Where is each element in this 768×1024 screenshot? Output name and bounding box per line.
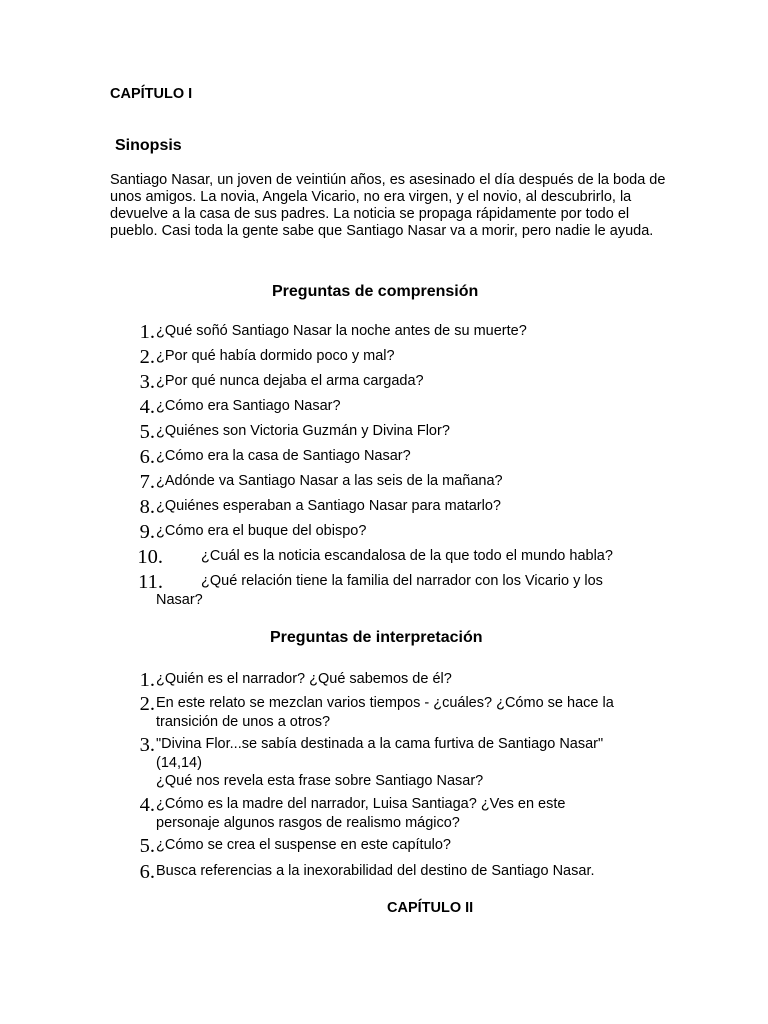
question-text: ¿Cómo era el buque del obispo? xyxy=(156,523,367,539)
question-text: ¿Qué soñó Santiago Nasar la noche antes de su muerte? xyxy=(156,323,527,339)
comprehension-question xyxy=(108,547,668,572)
question-text: "Divina Flor...se sabía destinada a la cama furtiva de Santiago Nasar" xyxy=(156,736,604,752)
comprehension-question xyxy=(108,497,668,522)
comprehension-question xyxy=(108,372,668,397)
question-text: ¿Por qué nunca dejaba el arma cargada? xyxy=(156,373,424,389)
comprehension-heading: Preguntas de comprensión xyxy=(272,283,479,300)
comprehension-question xyxy=(108,522,668,547)
question-number: 8. xyxy=(139,496,155,518)
comprehension-question xyxy=(108,347,668,372)
interpretation-question xyxy=(108,694,668,735)
question-text: ¿Quiénes esperaban a Santiago Nasar para matarlo? xyxy=(156,498,501,514)
question-text: ¿Cómo era Santiago Nasar? xyxy=(156,398,341,414)
comprehension-question xyxy=(108,447,668,472)
question-number: 5. xyxy=(139,835,155,857)
question-text: ¿Qué relación tiene la familia del narrador con los Vicario y los xyxy=(201,573,603,589)
question-number: 4. xyxy=(139,794,155,816)
comprehension-question-list xyxy=(108,322,668,609)
interpretation-question xyxy=(108,795,668,836)
question-number: 10. xyxy=(137,546,163,568)
comprehension-question xyxy=(108,472,668,497)
comprehension-question xyxy=(108,397,668,422)
interpretation-question-list xyxy=(108,670,668,886)
question-number: 2. xyxy=(139,346,155,368)
question-text-continued: Nasar? xyxy=(156,591,203,608)
comprehension-question xyxy=(108,322,668,347)
question-number: 1. xyxy=(139,321,155,343)
question-number: 4. xyxy=(139,396,155,418)
question-number: 11. xyxy=(138,571,163,593)
question-number: 9. xyxy=(139,521,155,543)
question-number: 3. xyxy=(139,734,155,756)
question-text: ¿Cómo es la madre del narrador, Luisa Santiaga? ¿Ves en este xyxy=(156,796,566,812)
question-number: 1. xyxy=(139,669,155,691)
interpretation-question xyxy=(108,862,668,886)
question-text: Busca referencias a la inexorabilidad del destino de Santiago Nasar. xyxy=(156,863,595,879)
question-text: ¿Adónde va Santiago Nasar a las seis de la mañana? xyxy=(156,473,503,489)
question-text: ¿Quiénes son Victoria Guzmán y Divina Flor? xyxy=(156,423,450,439)
question-text-continued: personaje algunos rasgos de realismo mágico? xyxy=(156,814,460,831)
synopsis-text: Santiago Nasar, un joven de veintiún años, es asesinado el día después de la boda de unos amigos. La novia, Angela Vicario, no era virgen, y el novio, al descubrirlo, la devuelve a la casa de sus padres. La noticia se propaga rápidamente por todo el pueblo. Casi toda la gente sabe que Santiago Nasar va a morir, pero nadie le ayuda. xyxy=(110,172,666,239)
interpretation-question xyxy=(108,670,668,694)
question-number: 2. xyxy=(139,693,155,715)
synopsis-heading: Sinopsis xyxy=(115,137,182,154)
interpretation-question xyxy=(108,836,668,862)
question-number: 7. xyxy=(139,471,155,493)
question-text: ¿Cómo se crea el suspense en este capítulo? xyxy=(156,837,451,853)
question-number: 3. xyxy=(139,371,155,393)
question-number: 6. xyxy=(139,861,155,883)
comprehension-question xyxy=(108,572,668,609)
question-number: 6. xyxy=(139,446,155,468)
interpretation-question xyxy=(108,735,668,795)
comprehension-question xyxy=(108,422,668,447)
question-text-continued: ¿Qué nos revela esta frase sobre Santiago Nasar? xyxy=(156,773,484,789)
question-text: En este relato se mezclan varios tiempos - ¿cuáles? ¿Cómo se hace la xyxy=(156,695,614,711)
question-text: ¿Cuál es la noticia escandalosa de la que todo el mundo habla? xyxy=(201,548,613,564)
question-text-continued: (14,14) xyxy=(156,754,202,771)
interpretation-heading: Preguntas de interpretación xyxy=(270,629,483,646)
question-text-continued: transición de unos a otros? xyxy=(156,713,331,730)
chapter-1-title: CAPÍTULO I xyxy=(110,86,193,102)
question-number: 5. xyxy=(139,421,155,443)
question-text: ¿Por qué había dormido poco y mal? xyxy=(156,348,395,364)
question-text: ¿Quién es el narrador? ¿Qué sabemos de él? xyxy=(156,671,452,687)
question-text: ¿Cómo era la casa de Santiago Nasar? xyxy=(156,448,411,464)
chapter-2-title: CAPÍTULO II xyxy=(387,900,474,916)
